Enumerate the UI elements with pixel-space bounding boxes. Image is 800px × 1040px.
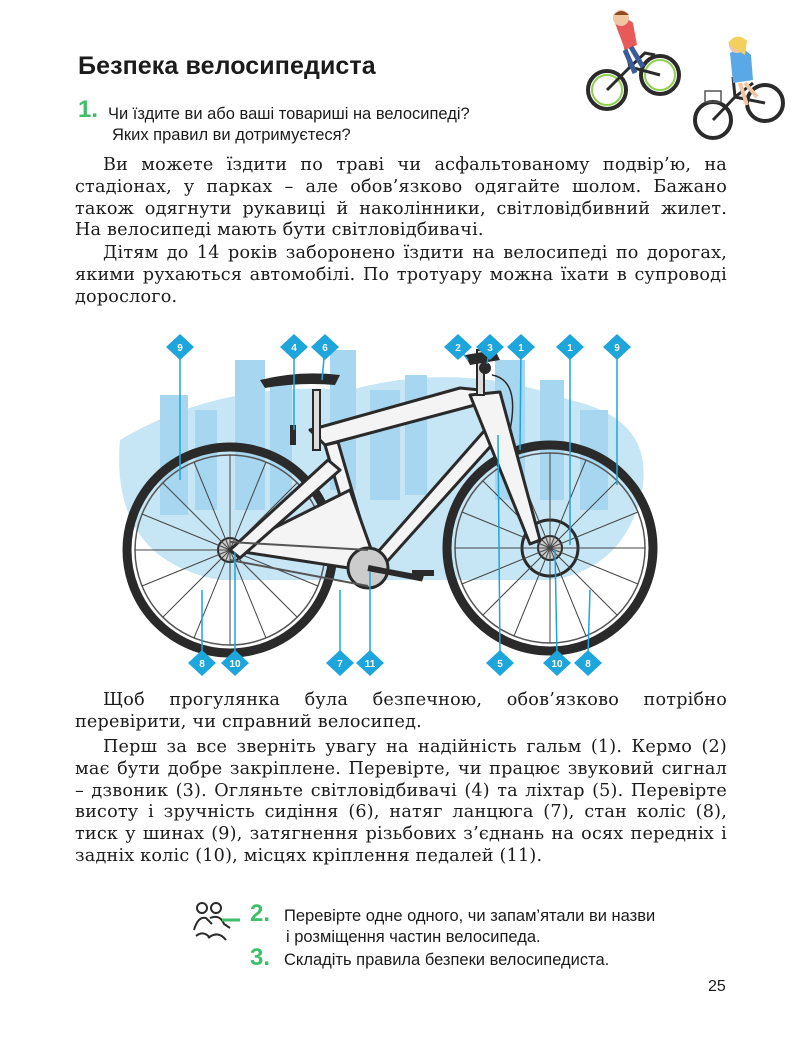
svg-text:10: 10 xyxy=(551,659,563,670)
svg-text:8: 8 xyxy=(199,659,205,670)
task-3-number: 3. xyxy=(250,944,271,971)
svg-text:4: 4 xyxy=(291,343,297,354)
boy-cyclist-icon xyxy=(588,10,679,109)
svg-text:5: 5 xyxy=(497,659,503,670)
svg-text:11: 11 xyxy=(364,659,376,670)
svg-text:1: 1 xyxy=(518,343,524,354)
marker-9-rear-tire xyxy=(166,334,194,360)
marker-1-brake-lever xyxy=(507,334,535,360)
page-number: 25 xyxy=(708,978,726,995)
svg-text:3: 3 xyxy=(487,343,493,354)
paragraph-check-intro: Щоб прогулянка була безпечною, обов’язково потрібно перевірити, чи справний велосипед. xyxy=(75,690,727,732)
svg-text:6: 6 xyxy=(322,343,328,354)
paragraph-equipment: Ви можете їздити по траві чи асфальтованому подвір’ю, на стадіонах, у парках – але обов’язково одягайте шолом. Бажано також одягнути рукавиці й наколінники, світловідбивний жилет. На велосипеді мають бути світловідбивачі. xyxy=(75,155,727,241)
task-1-text xyxy=(108,104,470,146)
paragraph-age-rule: Дітям до 14 років заборонено їздити на велосипеді по дорогах, якими рухаються автомобілі. По тротуару можна їхати в супроводі дорослого. xyxy=(75,243,727,307)
marker-4-reflector xyxy=(280,334,308,360)
marker-9-front-tire xyxy=(603,334,631,360)
marker-8-front-wheel xyxy=(574,650,602,676)
task-3-text xyxy=(284,950,609,971)
svg-text:9: 9 xyxy=(614,343,620,354)
svg-text:9: 9 xyxy=(177,343,183,354)
page-title: Безпека велосипедиста xyxy=(78,52,376,80)
task-3-line1: Складіть правила безпеки велосипедиста. xyxy=(284,951,610,969)
task-1-line2: Яких правил ви дотримуєтеся? xyxy=(112,126,351,144)
svg-text:8: 8 xyxy=(585,659,591,670)
marker-11-pedal-mount xyxy=(356,650,384,676)
marker-5-light xyxy=(486,650,514,676)
marker-1-disc-brake xyxy=(556,334,584,360)
task-2-number: 2. xyxy=(250,900,271,927)
task-2-line2: і розміщення частин велосипеда. xyxy=(286,928,541,946)
svg-text:1: 1 xyxy=(567,343,573,354)
cyclists-illustration xyxy=(585,5,785,145)
pair-work-icon xyxy=(190,900,242,944)
marker-7-chain xyxy=(326,650,354,676)
task-2-line1: Перевірте одне одного, чи запам’ятали ви назви xyxy=(284,907,656,925)
task-1-line1: Чи їздите ви або ваші товариші на велосипеді? xyxy=(108,105,470,123)
task-1-number: 1. xyxy=(78,96,99,123)
svg-text:2: 2 xyxy=(455,343,461,354)
svg-text:7: 7 xyxy=(337,659,343,670)
paragraph-check-list: Перш за все зверніть увагу на надійність гальм (1). Кермо (2) має бути добре закріплене. Перевірте, чи працює звуковий сигнал – дзвоник (3). Огляньте світловідбивачі (4) та ліхтар (5). Перевірте висоту і зручність сидіння (6), натяг ланцюга (7), стан коліс (8), тиск у шинах (9), затягнення різьбових з’єднань на осях передніх і задніх коліс (10), місцях кріплення педалей (11). xyxy=(75,737,727,866)
girl-cyclist-icon xyxy=(695,36,783,138)
task-2-text xyxy=(284,906,655,948)
bicycle-diagram xyxy=(100,320,660,680)
svg-text:10: 10 xyxy=(229,659,241,670)
front-wheel-icon xyxy=(447,445,653,651)
